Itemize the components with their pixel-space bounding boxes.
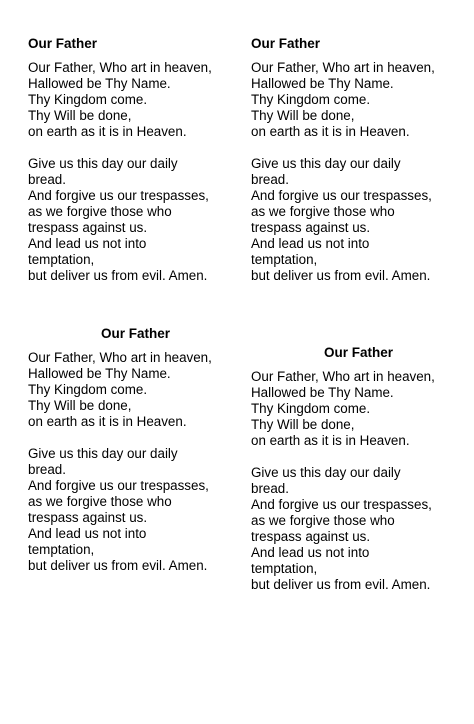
prayer-card-top-left [28, 36, 243, 284]
prayer-title: Our Father [323, 345, 393, 360]
prayer-stanza-2: Give us this day our daily bread. And forgive us our trespasses, as we forgive those who trespass against us. And lead us not into temptation, but deliver us from evil. Amen. [251, 465, 432, 592]
prayer-stanza-1: Our Father, Who art in heaven, Hallowed be Thy Name. Thy Kingdom come. Thy Will be done, on earth as it is in Heaven. [251, 60, 435, 139]
prayer-card-bottom-left [28, 326, 243, 574]
prayer-title: Our Father [28, 36, 98, 51]
prayer-stanza-2: Give us this day our daily bread. And forgive us our trespasses, as we forgive those who trespass against us. And lead us not into temptation, but deliver us from evil. Amen. [28, 446, 209, 573]
prayer-stanza-2: Give us this day our daily bread. And forgive us our trespasses, as we forgive those who trespass against us. And lead us not into temptation, but deliver us from evil. Amen. [251, 156, 432, 283]
prayer-stanza-2: Give us this day our daily bread. And forgive us our trespasses, as we forgive those who trespass against us. And lead us not into temptation, but deliver us from evil. Amen. [28, 156, 209, 283]
prayer-card-top-right [251, 36, 466, 284]
prayer-stanza-1: Our Father, Who art in heaven, Hallowed be Thy Name. Thy Kingdom come. Thy Will be done, on earth as it is in Heaven. [28, 350, 212, 429]
prayer-card-bottom-right [251, 345, 466, 593]
prayer-title: Our Father [100, 326, 170, 341]
prayer-stanza-1: Our Father, Who art in heaven, Hallowed be Thy Name. Thy Kingdom come. Thy Will be done, on earth as it is in Heaven. [251, 369, 435, 448]
prayer-title: Our Father [251, 36, 321, 51]
prayer-stanza-1: Our Father, Who art in heaven, Hallowed be Thy Name. Thy Kingdom come. Thy Will be done, on earth as it is in Heaven. [28, 60, 212, 139]
